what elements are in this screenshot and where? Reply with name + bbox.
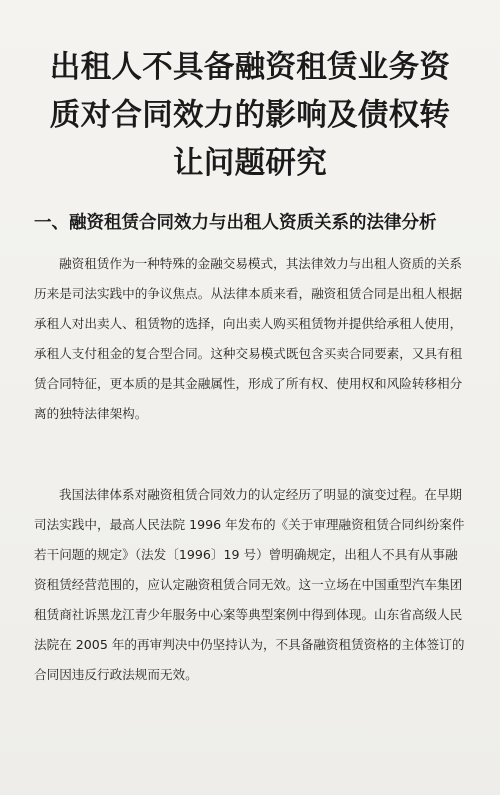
paragraph-line: 承租人支付租金的复合型合同。这种交易模式既包含买卖合同要素，又具有租	[34, 346, 463, 361]
title-line: 质对合同效力的影响及债权转	[49, 98, 451, 133]
paragraph-line: 离的独特法律架构。	[34, 406, 148, 421]
paragraph-line: 合同因违反行政法规而无效。	[34, 667, 198, 682]
paragraph-line: 承租人对出卖人、租赁物的选择，向出卖人购买租赁物并提供给承租人使用，	[34, 316, 463, 331]
paragraph-line: 若干问题的规定》（法发〔1996〕19 号）曾明确规定，出租人不具有从事融	[34, 547, 458, 562]
paragraph-line: 我国法律体系对融资租赁合同效力的认定经历了明显的演变过程。在早期	[59, 487, 462, 502]
paragraph-line: 司法实践中，最高人民法院 1996 年发布的《关于审理融资租赁合同纠纷案件	[34, 517, 465, 532]
paragraph-1	[34, 249, 466, 429]
paragraph-line: 融资租赁作为一种特殊的金融交易模式，其法律效力与出租人资质的关系	[59, 256, 462, 271]
paragraph-line: 租赁商社诉黑龙江青少年服务中心案等典型案例中得到体现。山东省高级人民	[34, 607, 463, 622]
paragraph-line: 赁合同特征，更本质的是其金融属性，形成了所有权、使用权和风险转移相分	[34, 376, 463, 391]
paragraph-line: 资租赁经营范围的，应认定融资租赁合同无效。这一立场在中国重型汽车集团	[34, 577, 463, 592]
document-title	[30, 44, 470, 188]
paragraph-line: 历来是司法实践中的争议焦点。从法律本质来看，融资租赁合同是出租人根据	[34, 286, 463, 301]
paragraph-line: 法院在 2005 年的再审判决中仍坚持认为，不具备融资租赁资格的主体签订的	[34, 637, 465, 652]
title-line: 出租人不具备融资租赁业务资	[49, 50, 451, 85]
title-line: 让问题研究	[173, 146, 327, 181]
paragraph-2	[34, 480, 466, 690]
section-heading: 一、融资租赁合同效力与出租人资质关系的法律分析	[34, 213, 437, 233]
